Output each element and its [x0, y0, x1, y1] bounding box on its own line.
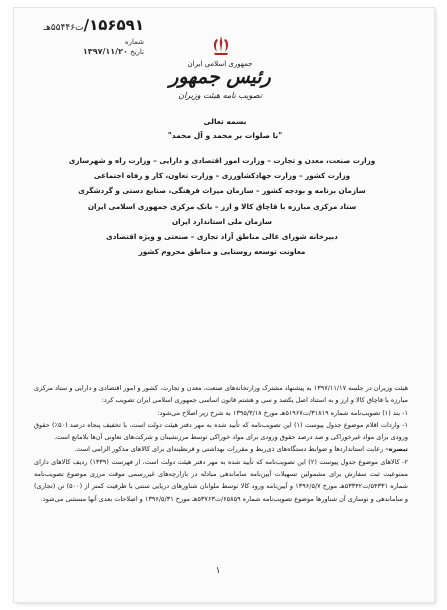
iran-emblem-icon [210, 34, 232, 56]
recipient-line: معاونت توسعه روستایی و مناطق محروم کشور [138, 247, 306, 257]
recipient-line: سازمان برنامه و بودجه کشور – سازمان میراث فرهنگی، صنایع دستی و گردشگری [78, 186, 366, 196]
ratification-title: تصویب نامه هیئت وزیران [178, 91, 262, 100]
note-text: رعایت استانداردها و ضوابط دستگاه‌های ذی‌ربط و مقررات بهداشتی و قرنطینه‌ای برای کالاهای مذکور الزامی است. [74, 445, 386, 454]
recipient-line: ستاد مرکزی مبارزه با قاچاق کالا و ارز – بانک مرکزی جمهوری اسلامی ایران [87, 201, 357, 211]
reference-block [26, 17, 144, 57]
letter-date: تاریخ ۱۳۹۷/۱۱/۲۰ [82, 47, 144, 56]
clause-1: ۱- بند (۱) تصویب‌نامه شماره ۳۱۸۱۹/ت۵۱۹۶۷هـ مورخ ۱۳۹۵/۳/۱۸ به شرح زیر اصلاح می‌شود: [157, 408, 408, 417]
republic-title: جمهوری اسلامی ایران [187, 60, 253, 68]
invocation-heading: بسمه تعالی [203, 117, 247, 126]
note-paragraph [34, 443, 408, 455]
note-label: تبصره– [385, 445, 408, 454]
letter-number: ۱۵۶۵۹۱/ت۵۵۴۴۶هـ [43, 16, 144, 34]
clause-1-1: ۱- واردات اقلام موضوع جدول پیوست (۱) این تصویب‌نامه که تأیید شده به مهر دفتر هیئت دولت است، با تخفیف پنجاه درصد (۵۰٪) حقوق ورودی برای مواد غیرخوراکی و صد درصد حقوق ورودی برای مواد خوراکی توسط مرزنشینان و شرکت‌های تعاونی آن‌ها بلامانع است. [34, 420, 408, 442]
clause-2: ۲- کالاهای موضوع جدول پیوست (۲) این تصویب‌نامه که تأیید شده به مهر دفتر هیئت دولت است، از فهرست (۱۳۳۹) ردیف کالاهای دارای ممنوعیت ثبت سفارش برای مشمولین تسهیلات آیین‌نامه ساماندهی مبادله در بازارچه‌های غیررسمی موقت مرزی موضوع تصویب‌نامه شماره ۵۴۳۳۱/ت۵۳۳۴۲هـ مورخ ۱۳۹۶/۵/۷ و آیین‌نامه ورود کالا توسط ملوانان شناورهای دریایی سنتی با ظرفیت کمتر از (۵۰۰) تن (تجاری) و ساماندهی و نوسازی آن شناورها موضوع تصویب‌نامه شماره ۶۵۸۵۹/ت۵۳۷۶۳هـ مورخ ۱۳۹۶/۵/۳۱ و اصلاحات بعدی آنها مستثنی می‌شود. [34, 457, 408, 503]
recipient-line: دبیرخانه شورای عالی مناطق آزاد تجاری – صنعتی و ویژه اقتصادی [106, 232, 338, 242]
recipient-list [32, 153, 412, 259]
recipient-line: وزارت کشور – وزارت جهادکشاورزی – وزارت تعاون، کار و رفاه اجتماعی [93, 171, 351, 181]
recipient-line: سازمان ملی استاندارد ایران [172, 216, 272, 226]
number-label: شماره [124, 38, 144, 46]
decree-body [34, 382, 408, 505]
recipient-line: وزارت صنعت، معدن و تجارت – وزارت امور اقتصادی و دارایی – وزارت راه و شهرسازی [68, 156, 376, 165]
page-number: ۱ [215, 566, 221, 576]
intro-paragraph: هیئت وزیران در جلسه ۱۳۹۷/۱۱/۱۷ به پیشنهاد مشترک وزارتخانه‌های صنعت، معدن و تجارت، کشور و امور اقتصادی و دارایی و ستاد مرکزی مبارزه با قاچاق کالا و ارز و به استناد اصل یکصد و سی و هشتم قانون اساسی جمهوری اسلامی ایران تصویب کرد: [34, 384, 408, 405]
president-title: رئیس جمهور [169, 66, 271, 88]
salawat-line: "با صلوات بر محمد و آل محمد" [167, 131, 283, 140]
